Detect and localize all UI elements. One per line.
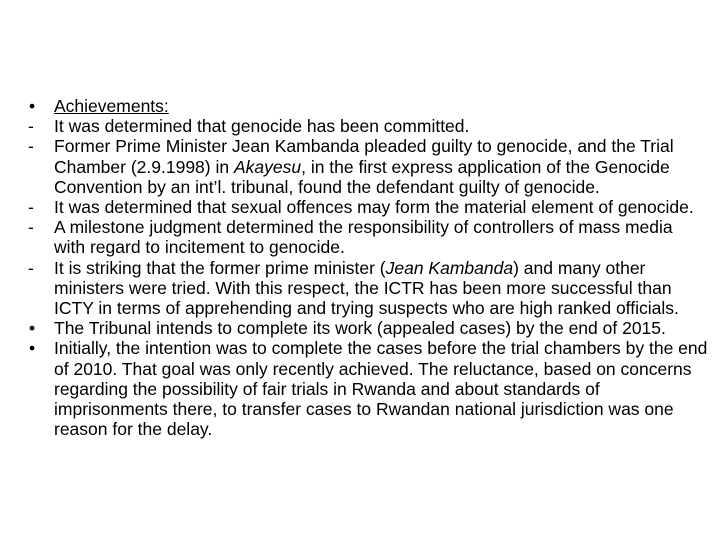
dash-marker: - [28, 257, 34, 278]
dash-marker: - [28, 217, 34, 238]
item-text: Initially, the intention was to complete the cases before the trial chambers by the end of 2010. That goal was only recently achieved. The reluctance, based on concerns regarding the possibility of fair trials in Rwanda and about standards of imprisonments there, to transfer cases to Rwandan national jurisdiction was one reason for the delay. [54, 338, 708, 440]
list-item-ministers-tried [28, 258, 708, 319]
dash-marker: - [28, 116, 34, 137]
list-item-achievements [28, 96, 708, 116]
bullet-list [28, 96, 708, 439]
item-text: A milestone judgment determined the responsibility of controllers of mass media with regard to incitement to genocide. [54, 217, 673, 258]
item-text: The Tribunal intends to complete its work (appealed cases) by the end of 2015. [54, 318, 666, 339]
list-item-completion-2015 [28, 318, 708, 338]
item-text-part: It is striking that the former prime minister ( [54, 257, 386, 278]
person-name-kambanda: Jean Kambanda [385, 257, 514, 278]
achievements-heading: Achievements: [54, 96, 169, 116]
item-text-part: Former Prime Minister Jean Kambanda pleaded guilty to genocide, and the Trial Chamber (2.9.1998) in [54, 136, 674, 177]
bullet-marker: • [29, 96, 36, 116]
list-item-mass-media [28, 217, 708, 257]
bullet-marker: • [29, 318, 36, 339]
bullet-marker: • [29, 338, 36, 359]
dash-marker: - [28, 136, 34, 157]
list-item-genocide-determined [28, 116, 708, 136]
item-text: It was determined that sexual offences may form the material element of genocide. [54, 197, 694, 218]
list-item-kambanda-akayesu [28, 136, 708, 197]
dash-marker: - [28, 197, 34, 218]
item-text-part: ) and many other ministers were tried. With this respect, the ICTR has been more successful than ICTY in terms of apprehending and trying suspects who are high ranked officials. [54, 257, 679, 319]
item-text: It was determined that genocide has been committed. [54, 116, 470, 137]
item-text-part: , in the first express application of the Genocide Convention by an int’l. tribunal, found the defendant guilty of genocide. [54, 156, 670, 197]
list-item-sexual-offences [28, 197, 708, 217]
case-name-akayesu: Akayesu [233, 156, 302, 177]
list-item-completion-2010 [28, 338, 708, 439]
